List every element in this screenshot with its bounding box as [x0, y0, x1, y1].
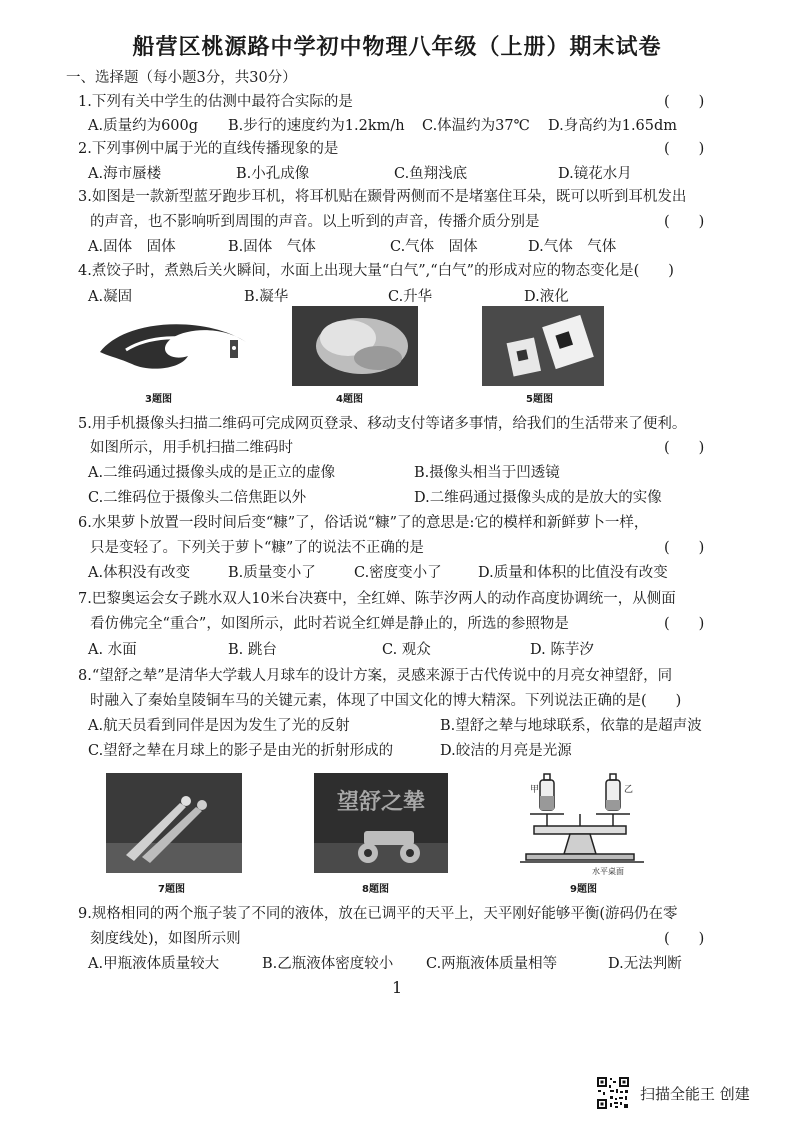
- section-heading: 一、选择题（每小题3分，共30分）: [66, 70, 297, 86]
- q8-option-c: C.望舒之辇在月球上的影子是由光的折射形成的: [88, 743, 394, 759]
- q3-option-d: D.气体 气体: [528, 239, 617, 255]
- q6-option-c: C.密度变小了: [354, 565, 442, 581]
- figure-4-steam-photo: [292, 306, 418, 386]
- question-5-stem-line1: 5.用手机摄像头扫描二维码可完成网页登录、移动支付等诸多事情，给我们的生活带来了便利。: [78, 416, 687, 432]
- q3-option-a: A.固体 固体: [88, 239, 176, 255]
- q1-option-d: D.身高约为1.65dm: [548, 118, 678, 134]
- q6-option-d: D.质量和体积的比值没有改变: [478, 565, 668, 581]
- q9-option-c: C.两瓶液体质量相等: [426, 956, 558, 972]
- question-9-options: [88, 954, 728, 974]
- question-3-answer-blank: ( ): [664, 214, 705, 230]
- q3-option-c: C.气体 固体: [390, 239, 478, 255]
- question-1-answer-blank: ( ): [664, 94, 705, 110]
- question-2-options: [88, 164, 728, 184]
- question-5-options-row2: [88, 488, 728, 508]
- question-6-stem-line2: 只是变轻了。下列关于萝卜“糠”了的说法不正确的是: [90, 540, 424, 556]
- q4-option-b: B.凝华: [244, 289, 289, 305]
- page-number: 1: [392, 978, 403, 997]
- q8-option-a: A.航天员看到同伴是因为发生了光的反射: [88, 718, 350, 734]
- q8-option-d: D.皎洁的月亮是光源: [440, 743, 572, 759]
- figure-7-caption: 7题图: [158, 884, 185, 895]
- question-2-answer-blank: ( ): [664, 141, 705, 157]
- q2-option-c: C.鱼翔浅底: [394, 166, 468, 182]
- question-7-stem-line1: 7.巴黎奥运会女子跳水双人10米台决赛中，全红婵、陈芋汐两人的动作高度协调统一，从侧面: [78, 591, 676, 607]
- q7-option-d: D. 陈芋汐: [530, 642, 594, 658]
- figure-9-balance-diagram: [520, 770, 648, 878]
- question-7-options: [88, 640, 728, 660]
- qr-code-icon: [596, 1076, 630, 1110]
- question-1-stem: 1.下列有关中学生的估测中最符合实际的是: [78, 94, 353, 110]
- question-8-stem-line1: 8.“望舒之辇”是清华大学载人月球车的设计方案，灵感来源于古代传说中的月亮女神望舒，同: [78, 668, 673, 684]
- figure-5-caption: 5题图: [526, 394, 553, 405]
- figure-8-title-text: 望舒之辇: [336, 789, 426, 815]
- question-4-options: [88, 287, 728, 307]
- q1-option-a: A.质量约为600g: [88, 118, 199, 134]
- question-3-stem-line1: 3.如图是一款新型蓝牙跑步耳机，将耳机贴在颞骨两侧而不是堵塞住耳朵，既可以听到耳机发出: [78, 189, 687, 205]
- question-9-stem-line1: 9.规格相同的两个瓶子装了不同的液体，放在已调平的天平上，天平刚好能够平衡(游码仍在零: [78, 906, 678, 922]
- question-4-stem: 4.煮饺子时，煮熟后关火瞬间，水面上出现大量“白气”,“白气”的形成对应的物态变化是( ): [78, 263, 674, 279]
- question-2-stem: 2.下列事例中属于光的直线传播现象的是: [78, 141, 339, 157]
- question-1-options: [88, 116, 728, 136]
- q1-option-c: C.体温约为37℃: [422, 118, 530, 134]
- figure-8-lunar-rover-photo: [314, 773, 448, 873]
- q3-option-b: B.固体 气体: [228, 239, 316, 255]
- q6-option-b: B.质量变小了: [228, 565, 316, 581]
- q4-option-d: D.液化: [524, 289, 569, 305]
- question-3-stem-line2: 的声音，也不影响听到周围的声音。以上听到的声音，传播介质分别是: [90, 214, 540, 230]
- figure-3-caption: 3题图: [145, 394, 172, 405]
- question-6-answer-blank: ( ): [664, 540, 705, 556]
- question-5-answer-blank: ( ): [664, 440, 705, 456]
- figure-9-label-table: 水平桌面: [592, 867, 624, 876]
- q9-option-a: A.甲瓶液体质量较大: [88, 956, 220, 972]
- figure-7-diving-photo: [106, 773, 242, 873]
- q4-option-a: A.凝固: [88, 289, 133, 305]
- figure-9-label-yi: 乙: [624, 785, 634, 795]
- q2-option-a: A.海市蜃楼: [88, 166, 162, 182]
- figure-9-label-jia: 甲: [530, 785, 540, 795]
- q4-option-c: C.升华: [388, 289, 433, 305]
- question-6-options: [88, 563, 728, 583]
- scanner-watermark: 扫描全能王 创建: [640, 1085, 750, 1103]
- q7-option-b: B. 跳台: [228, 642, 277, 658]
- q8-option-b: B.望舒之辇与地球联系，依靠的是超声波: [440, 718, 702, 734]
- q7-option-a: A. 水面: [88, 642, 137, 658]
- question-5-stem-line2: 如图所示，用手机扫描二维码时: [90, 440, 293, 456]
- q6-option-a: A.体积没有改变: [88, 565, 191, 581]
- q9-option-b: B.乙瓶液体密度较小: [262, 956, 394, 972]
- q5-option-c: C.二维码位于摄像头二倍焦距以外: [88, 490, 307, 506]
- question-6-stem-line1: 6.水果萝卜放置一段时间后变“糠”了，俗话说“糠”了的意思是:它的模样和新鲜萝卜一样，: [78, 515, 649, 531]
- figure-5-qr-scan-photo: [482, 306, 604, 386]
- q9-option-d: D.无法判断: [608, 956, 682, 972]
- figure-8-caption: 8题图: [362, 884, 389, 895]
- q5-option-a: A.二维码通过摄像头成的是正立的虚像: [88, 465, 336, 481]
- q1-option-b: B.步行的速度约为1.2km/h: [228, 118, 405, 134]
- question-5-options-row1: [88, 463, 728, 483]
- question-7-stem-line2: 看仿佛完全“重合”，如图所示，此时若说全红婵是静止的，所选的参照物是: [90, 616, 569, 632]
- question-8-stem-line2: 时融入了秦始皇陵铜车马的关键元素，体现了中国文化的博大精深。下列说法正确的是( ): [90, 693, 682, 709]
- question-8-options-row1: [88, 716, 728, 736]
- figure-4-caption: 4题图: [336, 394, 363, 405]
- question-7-answer-blank: ( ): [664, 616, 705, 632]
- q5-option-d: D.二维码通过摄像头成的是放大的实像: [414, 490, 662, 506]
- question-3-options: [88, 237, 728, 257]
- q5-option-b: B.摄像头相当于凹透镜: [414, 465, 560, 481]
- figure-9-caption: 9题图: [570, 884, 597, 895]
- question-9-stem-line2: 刻度线处)，如图所示则: [90, 931, 241, 947]
- page-title: 船营区桃源路中学初中物理八年级（上册）期末试卷: [132, 35, 662, 60]
- q7-option-c: C. 观众: [382, 642, 431, 658]
- figure-3-earphone: [96, 312, 256, 384]
- q2-option-b: B.小孔成像: [236, 166, 310, 182]
- q2-option-d: D.镜花水月: [558, 166, 632, 182]
- question-8-options-row2: [88, 741, 728, 761]
- question-9-answer-blank: ( ): [664, 931, 705, 947]
